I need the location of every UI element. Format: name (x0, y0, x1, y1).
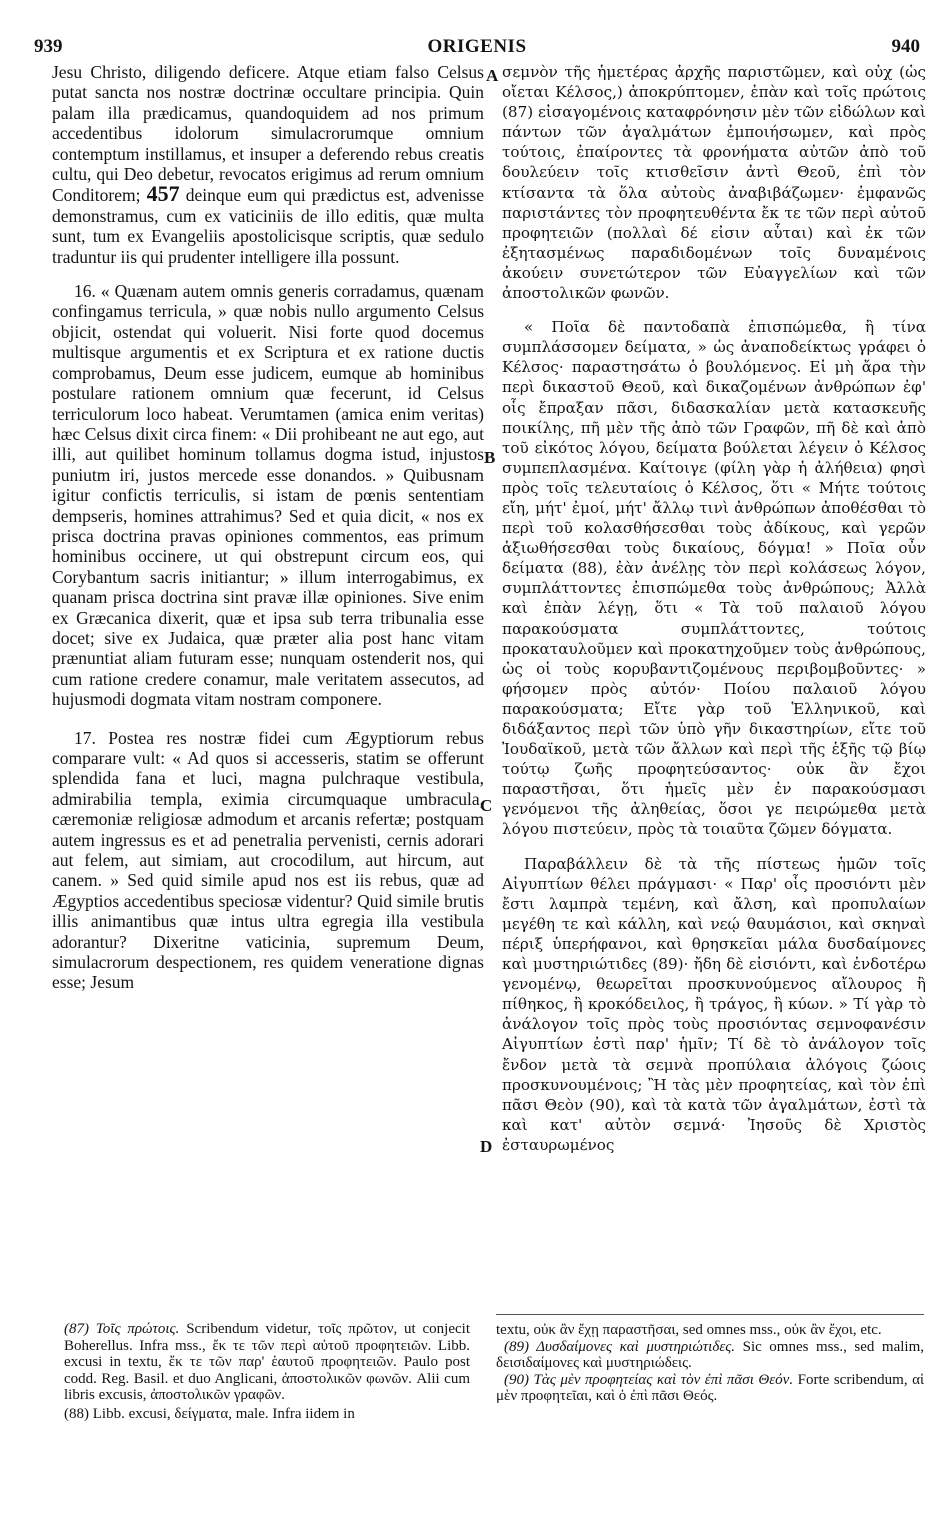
footnote-label: (89) Δυσδαίμονες καὶ μυστηριώτιδες. (504, 1338, 736, 1355)
greek-paragraph-intro: σεμνὸν τῆς ἡμετέρας ἀρχῆς παριστῶμεν, καὶ οὐχ (ὡς οἴεται Κέλσος,) ἀποκρύπτομεν, ἐπὰν καὶ τοῖς πρώτοις (87) εἰσαγομένοις καταφρόνησιν μὲν τῶν εἰδώλων καὶ πάντων τῶν ἀγαλμάτων ἐμποιήσωμεν, καὶ πρὸς τούτοις, ἐπαίροντες τὰ φρονήματα αὐτῶν ἀπὸ τοῦ δουλεύειν τοῖς κτισθεῖσιν ἀντὶ Θεοῦ, ἐπὶ τὸν κτίσαντα τὰ ὅλα αὐτοὺς ἀναβιβάζωμεν· ἐμφανῶς παριστάντες τὸν προφητευθέντα ἔκ τε τῶν περὶ αὐτοῦ προφητειῶν (πολλαὶ δέ εἰσιν αὗται) καὶ ἐκ τῶν ἐξητασμένως παραδιδομένων τοῖς δυναμένοις ἀκούειν συνετώτερον τῶν Εὐαγγελίων καὶ τῶν ἀποστολικῶν φωνῶν. (502, 63, 926, 303)
greek-paragraph-16: « Ποῖα δὲ παντοδαπὰ ἐπισπώμεθα, ἢ τίνα συμπλάσσομεν δείματα, » ὡς ἀναποδείκτως γράφει ὁ Κέλσος· παραστησάτω ὁ βουλόμενος. Εἰ μὴ ἄρα τὴν περὶ δικαστοῦ Θεοῦ, καὶ δικαζομένων ἀνθρώπων ἐφ' οἷς ἔπραξαν πᾶσι, διδασκαλίαν μετὰ κατασκευῆς ποικίλης, πῆ μὲν τῆς ἀπὸ τῶν Γραφῶν, πῆ δὲ καὶ ἀπὸ τοῦ εἰκότος λόγου, δείματα βούλεται λέγειν ὁ Κέλσος συμπεπλασμένα. Καίτοιγε (φίλη γὰρ ἡ ἀλήθεια) φησὶ πρὸς τοῖς τελευταίοις ὁ Κέλσος, ὅτι « Μήτε τούτοις εἴη, μήτ' ἐμοί, μήτ' ἄλλῳ τινὶ ἀνθρώπων ἀποθέσθαι τὸ περὶ τοῦ κολασθήσεσθαι τοὺς ἀδίκους, καὶ γερῶν ἀξιωθήσεσθαι τοὺς δικαίους, δόγμα! » Ποῖα οὖν δείματα (88), ἐὰν ἀνέλῃς τὸν περὶ κολάσεως λόγον, συμπλάττοντες ἐπισπώμεθα τοὺς ἀνθρώπους; Ἀλλὰ καὶ ἐπὰν λέγῃ, ὅτι « Τὰ τοῦ παλαιοῦ λόγου παρακούσματα συμπλάττοντες, τούτοις προκαταυλοῦμεν καὶ προκατηχοῦμεν τοὺς ἀνθρώπους, ὡς οἱ τοὺς κορυβαντιζομένους περιβομβοῦντες· » φήσομεν πρὸς αὐτόν· Ποίου παλαιοῦ λόγου παρακούσματα; Εἴτε γὰρ τοῦ Ἑλληνικοῦ, καὶ διδάξαντος περὶ τῶν ὑπὸ γῆν δικαστηρίων, εἴτε τοῦ Ἰουδαϊκοῦ, μετὰ τῶν ἄλλων καὶ περὶ τῆς ἑξῆς τῷ βίῳ τούτῳ ζωῆς προφητεύσαντος· οὐκ ἂν ἔχοι παραστῆσαι, ὅτι ἡμεῖς μὲν ἐν παρακούσμασι γενόμενοι τῆς ἀληθείας, ὅσοι γε πειρώμεθα μετὰ λόγου πιστεύειν, πρὸς τὰ τοιαῦτα ζῶμεν δόγματα. (502, 318, 926, 839)
footnote-88: (88) Libb. excusi, δείγματα, male. Infra iidem in (64, 1405, 355, 1422)
page-number-left: 939 (34, 36, 63, 57)
page-header (34, 36, 920, 60)
footnote-text: Forte scribendum, αἱ μὲν προφητεῖαι, καὶ ὁ ἐπὶ πᾶσι Θεός. (496, 1371, 925, 1404)
latin-text: deinque eum qui prædictus est, advenisse demonstramus, cum ex vaticiniis de illo editis, quæ multa sunt, tum ex Evangeliis apostolicisque scriptis, quæ sedulo traduntur iis qui prudenter intelligere illa possunt. (52, 185, 485, 267)
greek-column (502, 62, 926, 1155)
greek-paragraph-17: Παραβάλλειν δὲ τὰ τῆς πίστεως ἡμῶν τοῖς Αἰγυπτίων θέλει πράγμασι· « Παρ' οἷς προσιόντι μὲν ἔστι λαμπρὰ τεμένη, καὶ ἄλση, καὶ προπυλαίων μεγέθη τε καὶ κάλλη, καὶ νεῴ θαυμάσιοι, καὶ σκηναὶ πέριξ ὑπερήφανοι, καὶ θρησκεῖαι μάλα δυσδαίμονες καὶ μυστηριώτιδες (89)· ἤδη δὲ εἰσιόντι, καὶ ἐνδοτέρω γενομένῳ, θεωρεῖται προσκυνούμενος αἴλουρος ἢ πίθηκος, ἢ κροκόδειλος, ἢ τράγος, ἢ κύων. » Τί γὰρ τὸ ἀνάλογον τοῖς πρὸς τοὺς προσιόντας σεμνοφανέσιν Αἰγυπτίων ἐστὶ παρ' ἡμῖν; Τί δὲ τὸ ἀνάλογον τοῖς ἔνδον μετὰ τὰ σεμνὰ προπύλαια ἀλόγοις ζώοις προσκυνουμένοις; Ἢ τὰς μὲν προφητείας, καὶ τὸν ἐπὶ πᾶσι Θεὸν (90), καὶ τὰ κατὰ τῶν ἀγαλμάτων, ἐστὶ τὰ καὶ κατ' αὐτὸν σεμνά· Ἰησοῦς δὲ Χριστὸς ἐσταυρωμένος (502, 854, 926, 1154)
migne-column-number: 457 (146, 181, 180, 207)
latin-text: Jesu Christo, diligendo deficere. Atque etiam falso Celsus putat sancta nos nostræ doctrinæ occultare principia. Quin palam illa prædicamus, quandoquidem ad nos primum accedentibus idolorum simulacrorumque omnium contemptum instillamus, et insuper a deferendo rebus creatis cultu, qui Deo debetur, revocatos erigimus ad rerum omnium Conditorem; (52, 62, 484, 206)
section-marker-b: B (484, 448, 496, 467)
footnote-88-continued: textu, οὐκ ἂν ἔχῃ παραστῆσαι, sed omnes mss., οὐκ ἂν ἔχοι, etc. (496, 1322, 882, 1338)
footnote-text: Scribendum videtur, τοῖς πρῶτον, ut conjecit Boherellus. Infra mss., ἔκ τε τῶν περὶ αὐτοῦ προφητειῶν. Libb. excusi in textu, ἔκ τε τῶν παρ' ἑαυτοῦ προφητειῶν. Paulo post codd. Reg. Basil. et duo Anglicani, ἀποστολικῶν φωνῶν. Alii cum libris excusis, ἀποστολικῶν γραφῶν. (64, 1321, 470, 1403)
section-marker-a: A (486, 66, 499, 85)
latin-paragraph-17: 17. Postea res nostræ fidei cum Ægyptiorum rebus comparare vult: « Ad quos si accesseris, statim se offerunt splendida fana et luci, magna pulchraque vestibula, admirabilia templa, eximia circumquaque umbracula, cæremoniæ religiosæ admodum et arcanis refertæ; postquam autem ingressus es et ad penetralia pervenisti, cernis adorari aut felem, aut simiam, aut crocodilum, aut hircum, aut canem. » Sed quid simile apud nos est iis rebus, quæ ad Ægyptios accedentibus speciosæ videntur? Quid simile brutis illis animantibus quæ intus ultra egregia illa vestibula adorantur? Dixeritne vaticinia, supremum Deum, simulacrorum despectionem, res quidem veneratione dignas esse; Jesum (52, 727, 484, 993)
section-marker-c: C (480, 796, 493, 815)
latin-paragraph-intro (52, 62, 484, 267)
footnote-89 (496, 1339, 924, 1372)
footnotes-left (64, 1321, 470, 1422)
section-marker-d: D (480, 1137, 493, 1156)
footnote-label: (90) Τὰς μὲν προφητείας καὶ τὸν ἐπὶ πᾶσι Θεόν. (504, 1371, 794, 1388)
footnote-label: (87) Τοῖς πρώτοις. (64, 1321, 180, 1337)
running-title: ORIGENIS (427, 36, 527, 57)
page-number-right: 940 (891, 36, 920, 57)
footnotes-right (496, 1322, 924, 1405)
footnote-text: Sic omnes mss., sed malim, δεισιδαίμονες καὶ μυστηριώδεις. (496, 1338, 924, 1371)
latin-paragraph-16: 16. « Quænam autem omnis generis corradamus, quænam confingamus terricula, » quæ nobis nullo argumento Celsus objicit, ostendat qui voluerit. Nisi forte quod docemus multisque argumentis et ex Scriptura et ex ratione ductis comprobamus, Deum esse judicem, eumque ab hominibus postulare rationem omnium quæ fecerunt, id Celsus terriculorum loco habeat. Verumtamen (amica enim veritas) hæc Celsus dixit circa finem: « Dii prohibeant ne aut ego, aut illi, aut quilibet hominum tollamus dogma istud, injustos puniutm iri, justos mercede esse donandos. » Quibusnam igitur confictis terriculis, si istam de pœnis sententiam dempseris, homines attrahimus? Sed et quia dicit, « nos ex prisca doctrina pravas opiniones commentos, eas primum hominibus occinere, ut qui obstrepunt circum eos, qui Corybantum sacris initiantur; » illum interrogabimus, ex quanam prisca doctrina sint pravæ illæ opiniones. Sive enim ex Græcanica dixerit, quæ et ipsa sub terra tribunalia esse docet; sive ex Judaica, quæ præter alia post hanc vitam prænuntiat aliam futuram esse; nunquam ostenderit nos, qui cum ratione credere conamur, male veritatem assecutos, ad hujusmodi dogmata vitam nostram componere. (52, 281, 484, 710)
latin-column (52, 62, 484, 993)
footnote-90 (496, 1372, 924, 1405)
footnote-rule (496, 1314, 924, 1315)
footnote-87 (64, 1321, 470, 1404)
